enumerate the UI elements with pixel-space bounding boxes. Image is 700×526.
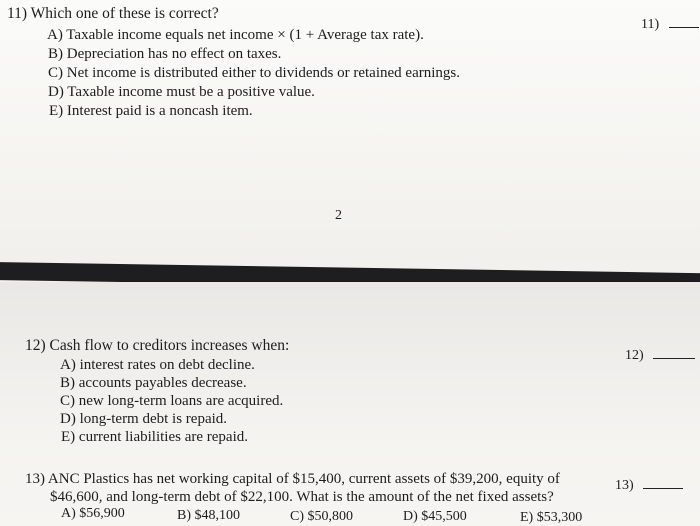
q12-answer-label: [625, 348, 695, 364]
q13-answer-label: [615, 478, 683, 494]
q12-option-c: C) new long-term loans are acquired.: [60, 393, 284, 409]
page-number: 2: [335, 208, 342, 223]
q13-option-d: D) $45,500: [403, 509, 467, 524]
q12-option-d: D) long-term debt is repaid.: [60, 411, 228, 427]
q13-option-c: C) $50,800: [290, 509, 353, 524]
q11-answer-number: 11): [641, 17, 660, 32]
q11-answer-label: [641, 17, 699, 33]
q11-option-b: B) Depreciation has no effect on taxes.: [48, 46, 282, 62]
lower-page: [0, 282, 700, 526]
q12-option-e: E) current liabilities are repaid.: [61, 429, 248, 445]
q11-answer-blank[interactable]: [669, 27, 699, 28]
q13-option-a: A) $56,900: [61, 506, 125, 521]
q12-answer-number: 12): [625, 348, 644, 363]
q13-stem-line1: 13) ANC Plastics has net working capital of $15,400, current assets of $39,200, equity of: [25, 471, 560, 487]
q13-answer-blank[interactable]: [643, 488, 683, 489]
q11-option-c: C) Net income is distributed either to dividends or retained earnings.: [48, 65, 460, 81]
q13-option-b: B) $48,100: [177, 508, 240, 523]
q11-option-d: D) Taxable income must be a positive value.: [48, 84, 315, 100]
q11-option-a: A) Taxable income equals net income × (1 + Average tax rate).: [47, 27, 424, 43]
q13-option-e: E) $53,300: [520, 510, 583, 525]
q12-option-b: B) accounts payables decrease.: [60, 375, 247, 391]
q12-answer-blank[interactable]: [653, 358, 695, 359]
upper-page: [0, 0, 700, 262]
q13-answer-number: 13): [615, 478, 634, 493]
q13-stem-line2: $46,600, and long-term debt of $22,100. What is the amount of the net fixed assets?: [50, 489, 554, 505]
q12-stem: 12) Cash flow to creditors increases when:: [25, 337, 290, 354]
q11-option-e: E) Interest paid is a noncash item.: [49, 103, 253, 119]
q11-stem: 11) Which one of these is correct?: [7, 5, 219, 22]
q12-option-a: A) interest rates on debt decline.: [60, 357, 255, 373]
